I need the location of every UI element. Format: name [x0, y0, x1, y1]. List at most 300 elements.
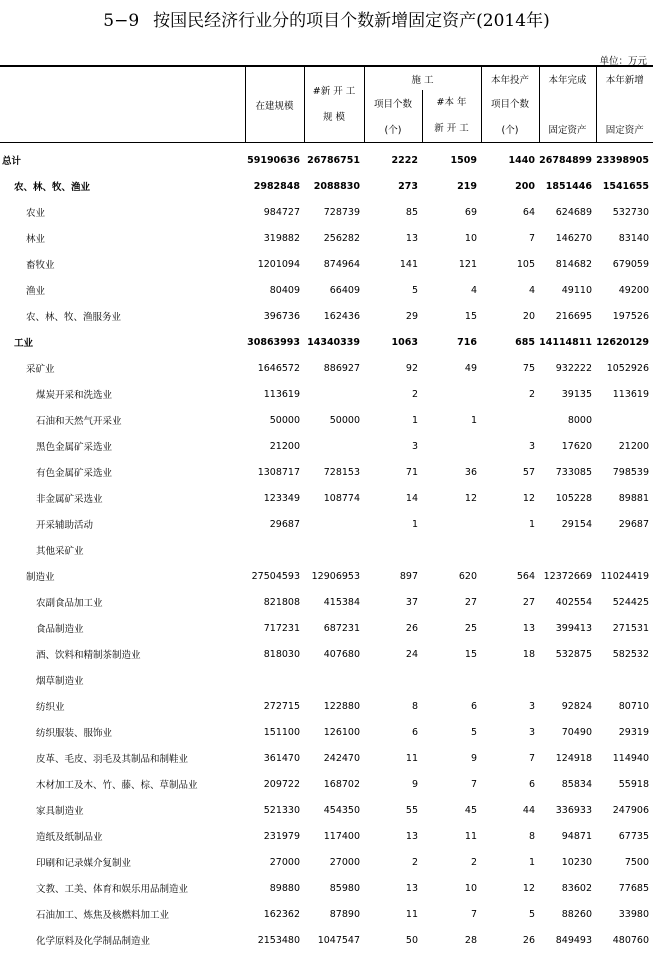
row-value: 114940 [612, 752, 649, 764]
row-label: 渔业 [26, 286, 46, 297]
row-value: 3 [528, 700, 535, 712]
row-value: 27000 [269, 856, 300, 868]
row-value: 402554 [555, 596, 592, 608]
row-value: 231979 [263, 830, 300, 842]
row-value: 27 [464, 596, 477, 608]
row-value: 105228 [555, 492, 592, 504]
row-label: 农副食品加工业 [36, 598, 103, 609]
row-label: 皮革、毛皮、羽毛及其制品和制鞋业 [36, 754, 189, 765]
row-value: 20 [522, 310, 535, 322]
row-value: 126100 [323, 726, 360, 738]
row-value [304, 381, 364, 407]
row-value: 26 [405, 622, 418, 634]
row-value: 624689 [555, 206, 592, 218]
row-value: 319882 [263, 232, 300, 244]
row-value: 27 [522, 596, 535, 608]
row-label: 酒、饮料和精制茶制造业 [36, 650, 141, 661]
row-label: 木材加工及木、竹、藤、棕、草制品业 [36, 780, 198, 791]
table-row [0, 875, 653, 901]
row-value: 162436 [323, 310, 360, 322]
row-value: 105 [516, 258, 535, 270]
row-value: 71 [405, 466, 418, 478]
row-value: 733085 [555, 466, 592, 478]
row-label: 其他采矿业 [36, 546, 84, 557]
row-value: 524425 [612, 596, 649, 608]
row-label: 煤炭开采和洗选业 [36, 390, 113, 401]
row-label: 化学原料及化学制品制造业 [36, 936, 151, 947]
row-label: 农、林、牧、渔业 [14, 182, 91, 193]
row-value: 80409 [269, 284, 300, 296]
row-label: 造纸及纸制品业 [36, 832, 103, 843]
row-value: 2 [411, 856, 418, 868]
row-value: 11024419 [600, 570, 649, 582]
row-value: 849493 [555, 934, 592, 946]
row-value: 15 [464, 648, 477, 660]
row-value: 1440 [508, 154, 535, 166]
header-newadded-bottom: 固定资产 [605, 125, 644, 137]
row-value: 5 [528, 908, 535, 920]
row-value: 29 [405, 310, 418, 322]
row-value: 399413 [555, 622, 592, 634]
row-value: 7 [528, 752, 535, 764]
table-row [0, 303, 653, 329]
row-value: 685 [515, 336, 535, 348]
row-value: 2 [411, 388, 418, 400]
row-value: 88260 [561, 908, 592, 920]
row-value: 1509 [450, 154, 477, 166]
table-row [0, 927, 653, 953]
row-value: 687231 [323, 622, 360, 634]
header-construction-unit: (个) [364, 117, 422, 143]
row-label: 工业 [14, 338, 34, 349]
row-value: 25 [464, 622, 477, 634]
row-label: 烟草制造业 [36, 676, 84, 687]
row-value: 3 [528, 440, 535, 452]
row-value: 11 [405, 752, 418, 764]
row-value: 897 [399, 570, 418, 582]
header-construction-count: 项目个数 [364, 90, 422, 117]
row-value: 92 [405, 362, 418, 374]
row-value: 39135 [561, 388, 592, 400]
row-value: 15 [464, 310, 477, 322]
row-value: 532730 [612, 206, 649, 218]
row-value: 77685 [618, 882, 649, 894]
row-value: 8 [528, 830, 535, 842]
row-value: 75 [522, 362, 535, 374]
row-value: 49 [464, 362, 477, 374]
row-value: 2153480 [257, 934, 300, 946]
row-value: 94871 [561, 830, 592, 842]
row-value: 407680 [323, 648, 360, 660]
row-value: 814682 [555, 258, 592, 270]
row-value: 9 [411, 778, 418, 790]
row-value: 2982848 [253, 180, 300, 192]
table-row [0, 199, 653, 225]
row-value [596, 407, 653, 433]
row-value [539, 537, 596, 563]
row-value: 85 [405, 206, 418, 218]
row-value: 141 [399, 258, 418, 270]
table-row [0, 693, 653, 719]
row-value: 123349 [263, 492, 300, 504]
row-value: 122880 [323, 700, 360, 712]
row-value [422, 433, 481, 459]
row-value: 168702 [323, 778, 360, 790]
row-value: 200 [515, 180, 535, 192]
row-value: 564 [516, 570, 535, 582]
row-value: 55918 [618, 778, 649, 790]
row-label: 纺织服装、服饰业 [36, 728, 113, 739]
row-value: 29154 [561, 518, 592, 530]
row-label: 石油加工、炼焦及核燃料加工业 [36, 910, 170, 921]
row-value: 12 [464, 492, 477, 504]
row-value: 8000 [567, 414, 592, 426]
row-value: 396736 [263, 310, 300, 322]
row-value: 18 [522, 648, 535, 660]
row-value [422, 667, 481, 693]
row-value: 13 [405, 830, 418, 842]
table-row [0, 823, 653, 849]
row-label: 家具制造业 [36, 806, 84, 817]
row-value: 10 [464, 882, 477, 894]
row-value: 582532 [612, 648, 649, 660]
row-value: 50 [405, 934, 418, 946]
row-value: 9 [470, 752, 477, 764]
row-label: 采矿业 [26, 364, 55, 375]
row-value: 2 [470, 856, 477, 868]
row-value: 66409 [329, 284, 360, 296]
row-value: 11 [405, 908, 418, 920]
row-value: 273 [398, 180, 418, 192]
table-row [0, 771, 653, 797]
row-value: 29319 [618, 726, 649, 738]
header-newadded-blank [596, 90, 653, 117]
row-label: 文教、工美、体育和娱乐用品制造业 [36, 884, 189, 895]
header-finished-bottom: 固定资产 [539, 117, 596, 143]
row-value: 49110 [561, 284, 592, 296]
row-value: 36 [464, 466, 477, 478]
row-value: 69 [464, 206, 477, 218]
row-value: 5 [411, 284, 418, 296]
row-value: 85834 [561, 778, 592, 790]
row-label: 农、林、牧、渔服务业 [26, 312, 122, 323]
row-value: 67735 [618, 830, 649, 842]
row-value: 361470 [263, 752, 300, 764]
row-value: 57 [522, 466, 535, 478]
row-value: 12906953 [311, 570, 360, 582]
row-value: 27000 [329, 856, 360, 868]
row-value [481, 667, 539, 693]
row-value: 242470 [323, 752, 360, 764]
table-row [0, 537, 653, 563]
row-label: 印刷和记录媒介复制业 [36, 858, 132, 869]
row-value [481, 407, 539, 433]
table-row [0, 251, 653, 277]
row-value [245, 537, 304, 563]
row-value: 45 [464, 804, 477, 816]
header-newadded-top: 本年新增 [605, 74, 644, 86]
row-label: 黑色金属矿采选业 [36, 442, 113, 453]
row-value: 27504593 [251, 570, 300, 582]
row-value: 3 [411, 440, 418, 452]
row-value: 146270 [555, 232, 592, 244]
row-value: 87890 [329, 908, 360, 920]
row-value: 50000 [269, 414, 300, 426]
row-value: 26784899 [539, 154, 592, 166]
row-value: 874964 [323, 258, 360, 270]
row-value: 1 [411, 414, 418, 426]
row-value [304, 511, 364, 537]
row-value: 26 [522, 934, 535, 946]
row-value: 5 [470, 726, 477, 738]
row-value: 12 [522, 492, 535, 504]
table-row [0, 381, 653, 407]
row-value [596, 667, 653, 693]
table-row [0, 745, 653, 771]
row-value: 108774 [323, 492, 360, 504]
row-value: 28 [464, 934, 477, 946]
table-number: 5−9 [103, 11, 140, 31]
table-row [0, 667, 653, 693]
row-label: 总计 [2, 156, 22, 167]
row-label: 农业 [26, 208, 46, 219]
row-value: 272715 [263, 700, 300, 712]
row-value: 6 [470, 700, 477, 712]
row-value: 6 [528, 778, 535, 790]
row-value: 117400 [323, 830, 360, 842]
row-value: 3 [528, 726, 535, 738]
row-value: 37 [405, 596, 418, 608]
row-value: 7 [470, 908, 477, 920]
row-value: 1052926 [606, 362, 649, 374]
row-value: 1201094 [257, 258, 300, 270]
row-value: 932222 [555, 362, 592, 374]
table-row [0, 277, 653, 303]
row-value: 2222 [391, 154, 418, 166]
row-value: 4 [470, 284, 477, 296]
table-row [0, 719, 653, 745]
row-value: 124918 [555, 752, 592, 764]
row-value: 55 [405, 804, 418, 816]
row-value: 29687 [269, 518, 300, 530]
header-total-plan: 在建规模 [245, 66, 304, 143]
header-construction: 施 工 [364, 66, 481, 90]
row-value: 12 [522, 882, 535, 894]
header-finished-blank [539, 90, 596, 117]
row-value: 1063 [391, 336, 418, 348]
row-value [481, 537, 539, 563]
row-value: 23398905 [596, 154, 649, 166]
row-value [304, 667, 364, 693]
row-value: 92824 [561, 700, 592, 712]
table-row [0, 355, 653, 381]
row-value: 151100 [263, 726, 300, 738]
header-finished-top: 本年完成 [539, 66, 596, 90]
table-row [0, 641, 653, 667]
row-value: 26786751 [307, 154, 360, 166]
row-value: 480760 [612, 934, 649, 946]
row-value: 1 [470, 414, 477, 426]
row-value: 21200 [618, 440, 649, 452]
row-value: 532875 [555, 648, 592, 660]
table-row [0, 143, 653, 174]
table-row [0, 459, 653, 485]
row-value: 1 [411, 518, 418, 530]
row-value: 7500 [624, 856, 649, 868]
row-value: 454350 [323, 804, 360, 816]
unit-label: 单位：万元 [599, 56, 647, 67]
row-value: 49200 [618, 284, 649, 296]
row-value: 679059 [612, 258, 649, 270]
row-value: 80710 [618, 700, 649, 712]
row-value: 12372669 [543, 570, 592, 582]
table-row [0, 225, 653, 251]
row-label: 林业 [26, 234, 46, 245]
row-value: 415384 [323, 596, 360, 608]
row-value: 14114811 [539, 336, 592, 348]
row-value: 1851446 [545, 180, 592, 192]
table-row [0, 589, 653, 615]
row-value: 17620 [561, 440, 592, 452]
row-value [245, 667, 304, 693]
row-value: 216695 [555, 310, 592, 322]
row-value: 728153 [323, 466, 360, 478]
header-industry [0, 66, 245, 143]
header-completed-count: 项目个数 [481, 90, 539, 117]
row-value: 728739 [323, 206, 360, 218]
header-new-plan: #新 开 工 规 模 [304, 66, 364, 143]
row-value: 70490 [561, 726, 592, 738]
table-row [0, 901, 653, 927]
row-value: 50000 [329, 414, 360, 426]
row-value: 83140 [618, 232, 649, 244]
row-value: 1541655 [602, 180, 649, 192]
row-value: 197526 [612, 310, 649, 322]
table-row [0, 615, 653, 641]
table-row [0, 563, 653, 589]
table-row [0, 797, 653, 823]
row-value: 11 [464, 830, 477, 842]
row-value [364, 667, 422, 693]
row-value: 1646572 [257, 362, 300, 374]
row-value [422, 511, 481, 537]
row-value: 209722 [263, 778, 300, 790]
row-value: 10 [464, 232, 477, 244]
row-value [304, 433, 364, 459]
table-title: 按国民经济行业分的项目个数新增固定资产(2014年) [153, 11, 550, 31]
row-value: 59190636 [247, 154, 300, 166]
row-value: 85980 [329, 882, 360, 894]
table-row [0, 511, 653, 537]
row-value: 256282 [323, 232, 360, 244]
row-value [422, 381, 481, 407]
row-value: 336933 [555, 804, 592, 816]
row-value [422, 537, 481, 563]
row-value: 1047547 [317, 934, 360, 946]
table-row [0, 407, 653, 433]
row-value: 1308717 [257, 466, 300, 478]
row-value: 6 [411, 726, 418, 738]
row-value: 821808 [263, 596, 300, 608]
row-value: 2 [528, 388, 535, 400]
table-row [0, 849, 653, 875]
row-label: 纺织业 [36, 702, 65, 713]
row-value: 984727 [263, 206, 300, 218]
row-value: 162362 [263, 908, 300, 920]
row-value: 44 [522, 804, 535, 816]
row-value: 7 [528, 232, 535, 244]
row-value: 818030 [263, 648, 300, 660]
row-value: 798539 [612, 466, 649, 478]
row-value: 33980 [618, 908, 649, 920]
row-value: 271531 [612, 622, 649, 634]
row-value: 30863993 [247, 336, 300, 348]
row-value: 717231 [263, 622, 300, 634]
row-value: 13 [405, 232, 418, 244]
row-value: 4 [528, 284, 535, 296]
table-row [0, 329, 653, 355]
table-row [0, 485, 653, 511]
header-new-start: #本 年 新 开 工 [422, 90, 481, 143]
table-row [0, 433, 653, 459]
row-value: 620 [458, 570, 477, 582]
row-label: 食品制造业 [36, 624, 84, 635]
row-value: 113619 [263, 388, 300, 400]
row-value: 7 [470, 778, 477, 790]
row-value [364, 537, 422, 563]
row-value: 1 [528, 856, 535, 868]
row-value: 1 [528, 518, 535, 530]
row-value: 113619 [612, 388, 649, 400]
row-value: 13 [405, 882, 418, 894]
header-completed-unit: (个) [481, 117, 539, 143]
row-value [304, 537, 364, 563]
header-completed-top: 本年投产 [481, 66, 539, 90]
data-table [0, 65, 653, 953]
table-body [0, 143, 653, 954]
row-value: 24 [405, 648, 418, 660]
row-value [596, 537, 653, 563]
row-value [539, 667, 596, 693]
row-label: 有色金属矿采选业 [36, 468, 113, 479]
row-value: 21200 [269, 440, 300, 452]
row-label: 制造业 [26, 572, 55, 583]
row-value: 8 [411, 700, 418, 712]
row-value: 886927 [323, 362, 360, 374]
row-value: 29687 [618, 518, 649, 530]
row-label: 非金属矿采选业 [36, 494, 103, 505]
row-label: 畜牧业 [26, 260, 55, 271]
row-value: 14340339 [307, 336, 360, 348]
table-row [0, 173, 653, 199]
row-value: 13 [522, 622, 535, 634]
page-title [0, 6, 653, 31]
row-value: 64 [522, 206, 535, 218]
row-value: 121 [458, 258, 477, 270]
row-value: 14 [405, 492, 418, 504]
row-value: 10230 [561, 856, 592, 868]
row-value: 83602 [561, 882, 592, 894]
row-value: 2088830 [313, 180, 360, 192]
row-value: 89880 [269, 882, 300, 894]
row-value: 219 [457, 180, 477, 192]
row-value: 12620129 [596, 336, 649, 348]
row-label: 开采辅助活动 [36, 520, 94, 531]
row-value: 521330 [263, 804, 300, 816]
row-label: 石油和天然气开采业 [36, 416, 122, 427]
table-header [0, 66, 653, 143]
row-value: 247906 [612, 804, 649, 816]
